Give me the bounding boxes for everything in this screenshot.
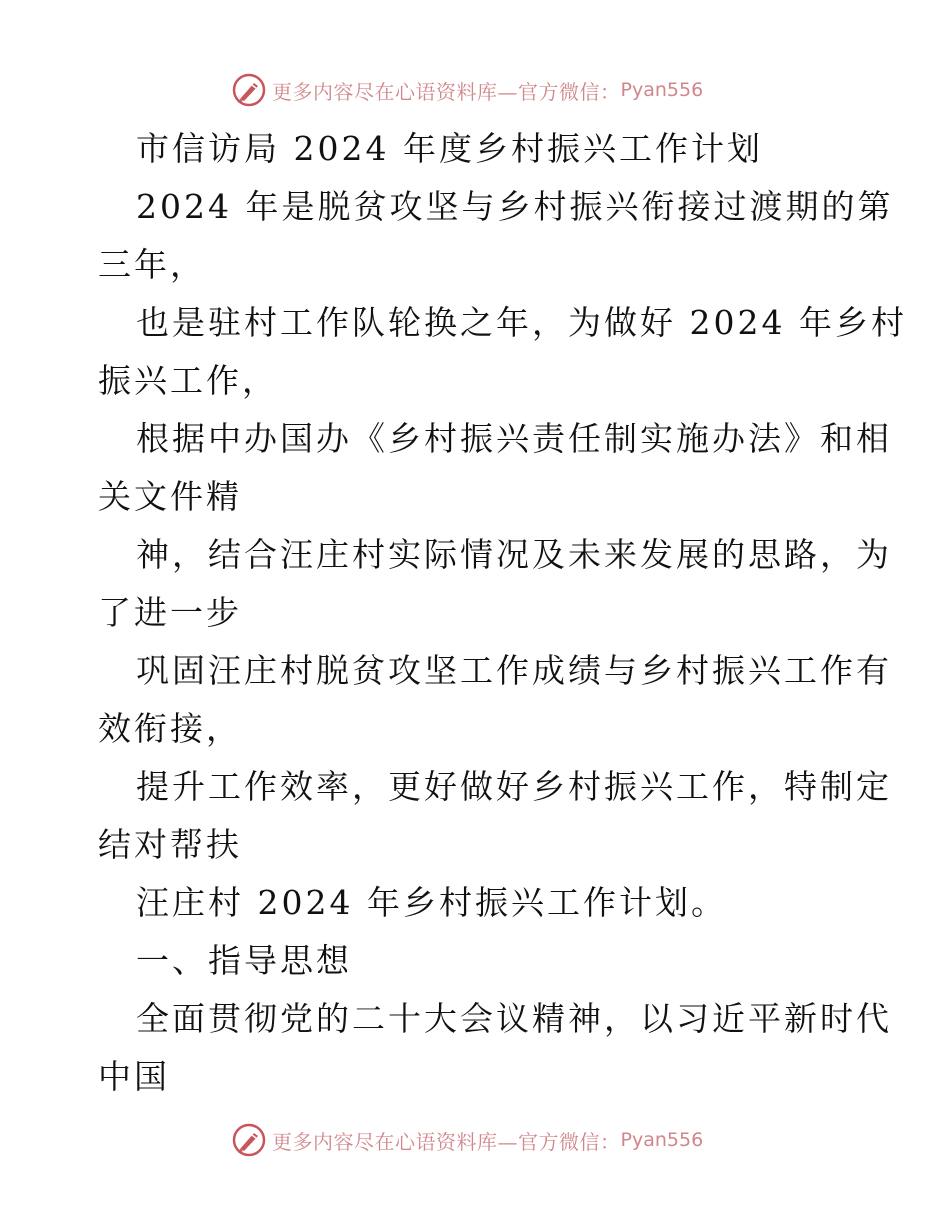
paragraph-line: 根据中办国办《乡村振兴责任制实施办法》和相 bbox=[136, 419, 892, 458]
paragraph-line: 全面贯彻党的二十大会议精神，以习近平新时代 bbox=[136, 999, 892, 1038]
paragraph-line: 了进一步 bbox=[98, 593, 242, 632]
paragraph-line: 神，结合汪庄村实际情况及未来发展的思路，为 bbox=[136, 535, 892, 574]
paragraph-line: 振兴工作， bbox=[98, 361, 278, 400]
footer-banner bbox=[232, 1122, 712, 1158]
header-banner-text: 更多内容尽在心语资料库—官方微信： bbox=[272, 79, 621, 104]
paragraph-line: 关文件精 bbox=[98, 477, 242, 516]
paragraph-line: 2024 年是脱贫攻坚与乡村振兴衔接过渡期的第 bbox=[136, 187, 894, 226]
document-body bbox=[98, 120, 907, 1106]
section-heading: 一、指导思想 bbox=[136, 941, 352, 980]
paragraph-line: 巩固汪庄村脱贫攻坚工作成绩与乡村振兴工作有 bbox=[136, 651, 892, 690]
footer-banner-contact: Pyan556 bbox=[620, 1129, 704, 1151]
footer-banner-text: 更多内容尽在心语资料库—官方微信： bbox=[272, 1129, 621, 1154]
paragraph-line: 效衔接， bbox=[98, 709, 242, 748]
paragraph-line: 三年， bbox=[98, 245, 206, 284]
pen-logo-icon bbox=[232, 1123, 266, 1157]
header-banner-contact: Pyan556 bbox=[620, 79, 704, 101]
paragraph-line: 结对帮扶 bbox=[98, 825, 242, 864]
document-title: 市信访局 2024 年度乡村振兴工作计划 bbox=[136, 129, 763, 168]
paragraph-line: 汪庄村 2024 年乡村振兴工作计划。 bbox=[136, 883, 727, 922]
header-banner bbox=[232, 72, 712, 108]
paragraph-line: 提升工作效率，更好做好乡村振兴工作，特制定 bbox=[136, 767, 892, 806]
paragraph-line: 也是驻村工作队轮换之年，为做好 2024 年乡村 bbox=[136, 303, 907, 342]
pen-logo-icon bbox=[232, 73, 266, 107]
paragraph-line: 中国 bbox=[98, 1057, 170, 1096]
